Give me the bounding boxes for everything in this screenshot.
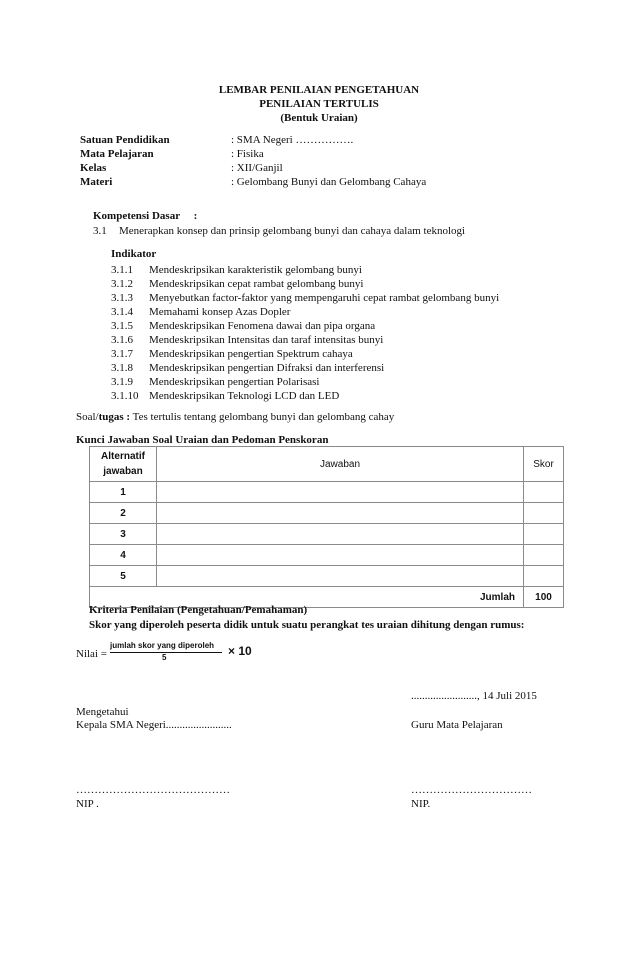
table-row <box>90 566 564 587</box>
indikator-num: 3.1.3 <box>111 292 133 304</box>
table-row <box>90 503 564 524</box>
row-number: 5 <box>90 566 157 587</box>
guru-role: Guru Mata Pelajaran <box>411 719 503 731</box>
indikator-num: 3.1.10 <box>111 390 139 402</box>
answer-key-table <box>89 446 564 608</box>
soal-label: tugas : <box>98 411 131 423</box>
answer-cell <box>157 503 524 524</box>
mengetahui-label: Mengetahui <box>76 706 129 718</box>
total-label: Jumlah <box>90 587 524 608</box>
doc-title: LEMBAR PENILAIAN PENGETAHUAN <box>218 84 420 96</box>
signature-date: ........................, 14 Juli 2015 <box>411 690 537 702</box>
kriteria-title: Kriteria Penilaian (Pengetahuan/Pemahaman) <box>89 604 308 616</box>
formula-numerator: jumlah skor yang diperoleh <box>110 641 215 650</box>
guru-nip: NIP. <box>411 798 431 810</box>
kompetensi-number: 3.1 <box>93 225 107 237</box>
answer-cell <box>157 524 524 545</box>
table-row <box>90 482 564 503</box>
formula-denominator: 5 <box>162 653 167 662</box>
indikator-text: Mendeskripsikan Teknologi LCD dan LED <box>149 390 340 402</box>
score-cell <box>524 503 564 524</box>
info-value: : XII/Ganjil <box>231 162 283 174</box>
indikator-text: Mendeskripsikan Intensitas dan taraf intensitas bunyi <box>149 334 384 346</box>
indikator-text: Mendeskripsikan karakteristik gelombang bunyi <box>149 264 362 276</box>
table-header-row <box>90 447 564 482</box>
answer-cell <box>157 545 524 566</box>
answer-cell <box>157 566 524 587</box>
score-cell <box>524 545 564 566</box>
info-value: : Gelombang Bunyi dan Gelombang Cahaya <box>231 176 427 188</box>
info-value: : Fisika <box>231 148 264 160</box>
row-number: 4 <box>90 545 157 566</box>
indikator-title: Indikator <box>111 248 157 260</box>
info-row-materi <box>80 176 560 190</box>
doc-form-type: (Bentuk Uraian) <box>280 112 358 124</box>
indikator-num: 3.1.7 <box>111 348 133 360</box>
table-row <box>90 524 564 545</box>
info-label: Kelas <box>80 162 107 174</box>
row-number: 2 <box>90 503 157 524</box>
info-label: Satuan Pendidikan <box>80 134 170 146</box>
score-cell <box>524 524 564 545</box>
score-cell <box>524 566 564 587</box>
kepala-signature-line: …………………………………… <box>76 784 230 796</box>
indikator-text: Mendeskripsikan pengertian Difraksi dan interferensi <box>149 362 385 374</box>
indikator-text: Menyebutkan factor-faktor yang mempengaruhi cepat rambat gelombang bunyi <box>149 292 500 304</box>
indikator-text: Mendeskripsikan pengertian Polarisasi <box>149 376 320 388</box>
info-row-satuan <box>80 134 560 148</box>
formula-multiplier: × 10 <box>228 644 252 658</box>
info-row-kelas <box>80 162 560 176</box>
indikator-num: 3.1.4 <box>111 306 133 318</box>
kompetensi-text: Menerapkan konsep dan prinsip gelombang bunyi dan cahaya dalam teknologi <box>119 225 466 237</box>
col-header-skor: Skor <box>524 447 564 482</box>
kunci-jawaban-title: Kunci Jawaban Soal Uraian dan Pedoman Penskoran <box>76 434 329 446</box>
info-label: Mata Pelajaran <box>80 148 154 160</box>
indikator-num: 3.1.8 <box>111 362 133 374</box>
soal-line <box>76 411 394 423</box>
col-header-alternatif: Alternatif jawaban <box>90 447 157 482</box>
indikator-text: Mendeskripsikan Fenomena dawai dan pipa organa <box>149 320 376 332</box>
kompetensi-title: Kompetensi Dasar : <box>93 210 198 222</box>
answer-cell <box>157 482 524 503</box>
info-value: : SMA Negeri ……………. <box>231 134 354 146</box>
soal-text: Tes tertulis tentang gelombang bunyi dan gelombang cahay <box>130 411 395 423</box>
col-header-jawaban: Jawaban <box>157 447 524 482</box>
indikator-num: 3.1.9 <box>111 376 133 388</box>
indikator-text: Memahami konsep Azas Dopler <box>149 306 291 318</box>
indikator-num: 3.1.5 <box>111 320 133 332</box>
row-number: 3 <box>90 524 157 545</box>
row-number: 1 <box>90 482 157 503</box>
indikator-text: Mendeskripsikan cepat rambat gelombang bunyi <box>149 278 364 290</box>
indikator-text: Mendeskripsikan pengertian Spektrum cahaya <box>149 348 353 360</box>
kepala-sekolah-role: Kepala SMA Negeri........................ <box>76 719 232 731</box>
guru-signature-line: …………………………… <box>411 784 532 796</box>
indikator-num: 3.1.6 <box>111 334 133 346</box>
indikator-num: 3.1.1 <box>111 264 133 276</box>
kriteria-skor-line: Skor yang diperoleh peserta didik untuk suatu perangkat tes uraian dihitung dengan rumus: <box>89 619 525 631</box>
doc-subtitle: PENILAIAN TERTULIS <box>259 98 379 110</box>
formula-label: Nilai = <box>76 648 107 660</box>
indikator-num: 3.1.2 <box>111 278 133 290</box>
score-cell <box>524 482 564 503</box>
info-row-mapel <box>80 148 560 162</box>
table-row <box>90 545 564 566</box>
kepala-nip: NIP . <box>76 798 99 810</box>
soal-prefix: Soal/ <box>76 411 99 423</box>
total-value: 100 <box>524 587 564 608</box>
info-label: Materi <box>80 176 113 188</box>
